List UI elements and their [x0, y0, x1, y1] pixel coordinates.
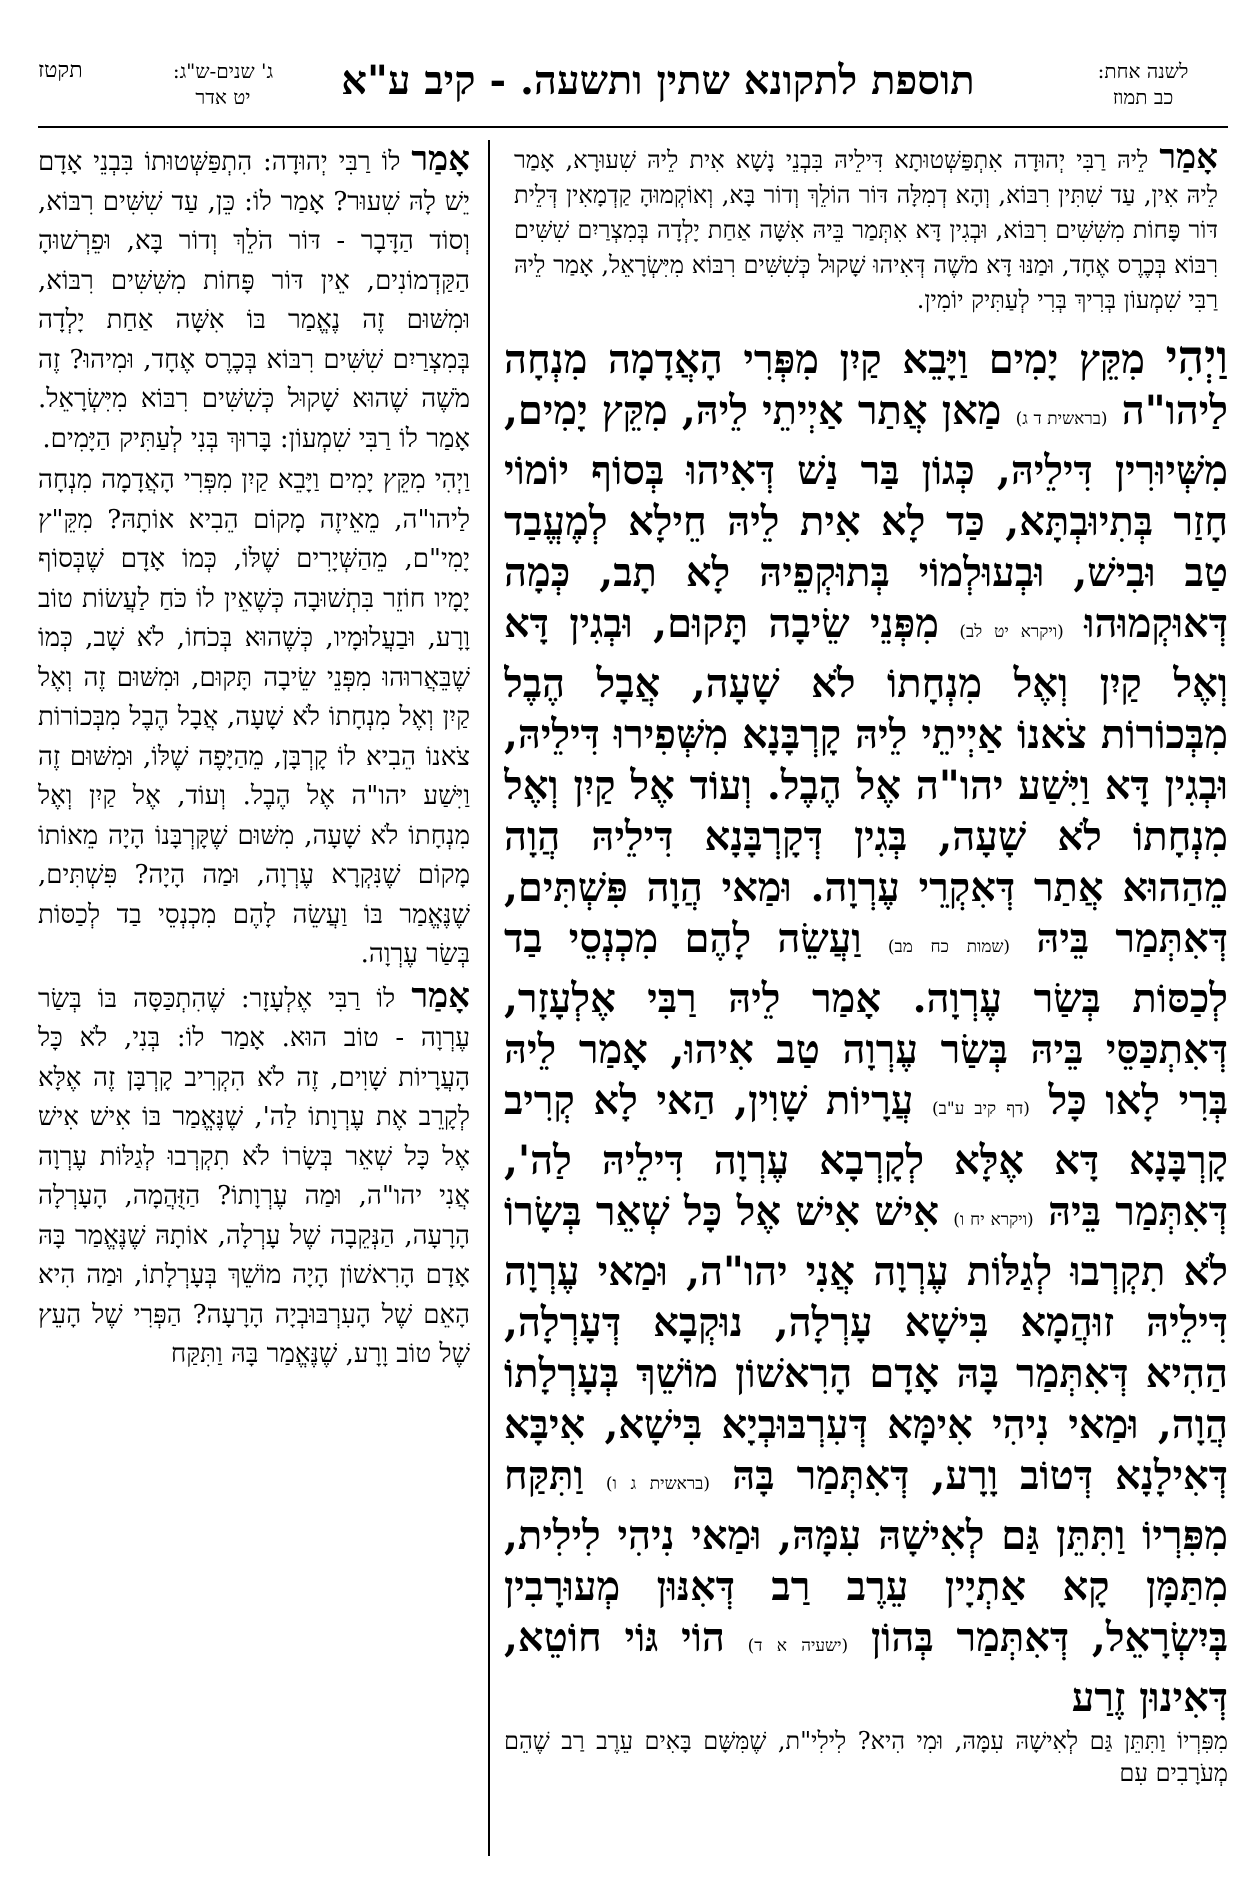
page-ref-4: (דף קיב ע"ב): [932, 1099, 1030, 1119]
main-text-6: אִישׁ אִישׁ אֶל כָּל שְׁאֵר בְּשָׂרוֹ לֹא תִקְרְבוּ לְגַלּוֹת עֶרְוָה אֲנִי יהו"ה, וּמַאי עֶרְוָה דִּילֵיהּ זוּהֲמָא בִּישָׁא עָרְלָה, נוּקְבָא דְּעָרְלָה, הַהִיא דְּאִתְּמַר בָּהּ אָדָם הָרִאשׁוֹן מוֹשֵׁךְ בְּעָרְלָתוֹ הֲוָה, וּמַאי נִיהִי אִימָּא דְּעִרְבּוּבְיָא בִּישָׁא, אִיבָּא דְּאִילָנָא דְּטוֹב וָרָע, דְּאִתְּמַר בָּהּ: [504, 1188, 1228, 1499]
intro-lead-word: אָמַר: [1159, 140, 1218, 177]
main-text-3: מִפְּנֵי שֵׂיבָה תָּקוּם, וּבְגִין דָּא וְאֶל קַיִן וְאֶל מִנְחָתוֹ לֹא שָׁעָה, אֲבָל הֶבֶל מִבְּכוֹרוֹת צֹאנוֹ אַיְיתֵי לֵיהּ קָרְבָּנָא מִשְּׁפִירוּ דִּילֵיהּ, וּבְגִין דָּא וַיִּשַׁע יהו"ה אֶל הֶבֶל. וְעוֹד אֶל קַיִן וְאֶל מִנְחָתוֹ לֹא שָׁעָה, בְּגִין דְּקָרְבָּנָא דִּילֵיהּ הֲוָה מֵהַהוּא אֲתַר דְּאִקְרֵי עֶרְוָה. וּמַאי הֲוָה פִּשְׁתִּים, דְּאִתְּמַר בֵּיהּ: [504, 600, 1228, 962]
main-column: [504, 140, 1228, 1856]
schedule-right: [1058, 58, 1228, 110]
main-lead-word: וַיְהִי: [1165, 330, 1228, 384]
p1-lead-word: אָמַר: [411, 140, 470, 179]
page: [38, 52, 1228, 1862]
schedule-right-line2: כב תמוז: [1112, 85, 1174, 109]
column-divider: [488, 140, 490, 1856]
p3-text: לוֹ רַבִּי אֶלְעָזָר: שֶׁהִתְכַּסָּה בּוֹ בְּשַׂר עֶרְוָה - טוֹב הוּא. אָמַר לוֹ: בְּנִי, לֹא כָּל הָעֲרָיוֹת שָׁוִים, זֶה לֹא הִקְרִיב קָרְבָּן זֶה אֶלָּא לְקָרֵב אֶת עֶרְוָתוֹ לַה', שֶׁנֶּאֱמַר בּוֹ אִישׁ אִישׁ אֶל כָּל שְׁאֵר בְּשָׂרוֹ לֹא תִקְרְבוּ לְגַלּוֹת עֶרְוָה אֲנִי יהו"ה, וּמַה עֶרְוָתוֹ? הַזֻּהֲמָה, הָעָרְלָה הָרָעָה, הַנְּקֵבָה שֶׁל עָרְלָה, אוֹתָהּ שֶׁנֶּאֱמַר בָּהּ אָדָם הָרִאשׁוֹן הָיָה מוֹשֵׁךְ בְּעָרְלָתוֹ, וּמַה הִיא הָאֵם שֶׁל הָעִרְבּוּבְיָה הָרָעָה? הַפְּרִי שֶׁל הָעֵץ שֶׁל טוֹב וָרָע, שֶׁנֶּאֱמַר בָּהּ וַתִּקַּח: [38, 983, 470, 1369]
main-text-5: עֲרָיוֹת שָׁוִין, הַאי לָא קְרִיב קָרְבָּנָא דָּא אֶלָּא לְקָרְבָא עֶרְוָה דִּילֵיהּ לַה', דְּאִתְּמַר בֵּיהּ: [504, 1077, 1228, 1235]
schedule-left: [128, 58, 318, 110]
main-text: [504, 332, 1228, 1723]
p1-text: לוֹ רַבִּי יְהוּדָה: הִתְפַּשְּׁטוּתוֹ בִּבְנֵי אָדָם יֵשׁ לָהּ שִׁעוּר? אָמַר לוֹ: כֵּן, עַד שִׁשִּׁים רִבּוֹא, וְסוֹד הַדָּבָר - דּוֹר הֹלֵךְ וְדוֹר בָּא, וּפֵרְשׁוּהָ הַקַּדְמוֹנִים, אֵין דּוֹר פָּחוֹת מִשִּׁשִּׁים רִבּוֹא, וּמִשּׁוּם זֶה נֶאֱמַר בּוֹ אִשָּׁה אַחַת יָלְדָה בְּמִצְרַיִם שִׁשִּׁים רִבּוֹא בְּכֶרֶס אֶחָד, וּמִיהוּ? זֶה מֹשֶׁה שֶׁהוּא שָׁקוּל כְּשִׁשִּׁים רִבּוֹא מִיִּשְׂרָאֵל. אָמַר לוֹ רַבִּי שִׁמְעוֹן: בָּרוּךְ בְּנִי לְעַתִּיק הַיָּמִים.: [38, 147, 470, 454]
page-header: [38, 52, 1228, 130]
main-text-1: מִקֵּץ יָמִים וַיָּבֵא קַיִן מִפְּרִי הָאֲדָמָה מִנְחָה לַיהו"ה: [504, 336, 1228, 434]
header-divider: [38, 126, 1228, 128]
verse-ref-2: (ויקרא יט לב): [959, 622, 1064, 642]
translation-paragraph-2: וַיְהִי מִקֵּץ יָמִים וַיָּבֵא קַיִן מִפְּרִי הָאֲדָמָה מִנְחָה לַיהו"ה, מֵאֵיזֶה מָקוֹם הֵבִיא אוֹתָהּ? מִקֵּ"ץ יָמִי"ם, מֵהַשְּׁיָרִים שֶׁלּוֹ, כְּמוֹ אָדָם שֶׁבְּסוֹף יָמָיו חוֹזֵר בִּתְשׁוּבָה כְּשֶׁאֵין לוֹ כֹּחַ לַעֲשׂוֹת טוֹב וָרָע, וּבַעֲלוּמָיו, כְּשֶׁהוּא בְּכֹחוֹ, לֹא שָׁב, כְּמוֹ שֶׁבֵּאֲרוּהוּ מִפְּנֵי שֵׂיבָה תָּקוּם, וּמִשּׁוּם זֶה וְאֶל קַיִן וְאֶל מִנְחָתוֹ לֹא שָׁעָה, אֲבָל הֶבֶל מִבְּכוֹרוֹת צֹאנוֹ הֵבִיא לוֹ קָרְבָּן, מֵהַיָּפֶה שֶׁלּוֹ, וּמִשּׁוּם זֶה וַיִּשַׁע יהו"ה אֶל הֶבֶל. וְעוֹד, אֶל קַיִן וְאֶל מִנְחָתוֹ לֹא שָׁעָה, מִשּׁוּם שֶׁקָּרְבָּנוֹ הָיָה מֵאוֹתוֹ מָקוֹם שֶׁנִּקְרָא עֶרְוָה, וּמַה הָיָה? פִּשְׁתִּים, שֶׁנֶּאֱמַר בּוֹ וַעֲשֵׂה לָהֶם מִכְנְסֵי בַד לְכַסּוֹת בְּשַׂר עֶרְוָה.: [38, 465, 470, 969]
schedule-left-line1: ג' שנים-ש"ג:: [172, 59, 274, 83]
p3-lead-word: אָמַר: [411, 975, 470, 1016]
verse-ref-7: (ישעיה א ד): [747, 1636, 849, 1656]
translation-continuation: מִפִּרְיוֹ וַתִּתֵּן גַּם לְאִישָׁהּ עִמָּהּ, וּמִי הִיא? לִילִי"ת, שֶׁמִּשָּׁם בָּאִים עֵרֶב רַב שֶׁהֵם מְעֹרָבִים עִם: [504, 1727, 1228, 1787]
schedule-left-line2: יט אדר: [195, 85, 251, 109]
translation-column: [38, 140, 470, 1856]
main-text-2: מַאן אֲתַר אַיְיתֵי לֵיהּ, מִקֵּץ יָמִים, מִשְּׁיוּרִין דִּילֵיהּ, כְּגוֹן בַּר נַשׁ דְּאִיהוּ בְּסוֹף יוֹמוֹי חָזַר בְּתִיוּבְתָּא, כַּד לָא אִית לֵיהּ חֵילָא לְמֶעֱבַד טַב וּבִישׁ, וּבְעוּלְמוֹי בְּתוּקְפֵיהּ לָא תָב, כְּמָה דְּאוּקְמוּהוּ: [504, 387, 1228, 647]
verse-ref-6: (בראשית ג ו): [605, 1474, 711, 1494]
verse-ref-5: (ויקרא יח ו): [953, 1210, 1034, 1230]
translation-paragraph-1: [38, 140, 470, 459]
page-title: תוספת לתקונא שתין ותשעה. - קיב ע"א: [341, 57, 975, 104]
verse-ref-1: (בראשית ד ג): [1015, 409, 1108, 429]
page-number-label: תקטז: [38, 58, 83, 83]
translation-paragraph-3: [38, 977, 470, 1375]
intro-text: לֵיהּ רַבִּי יְהוּדָה אִתְפַּשְּׁטוּתָא דִּילֵיהּ בִּבְנֵי נָשָׁא אִית לֵיהּ שִׁעוּרָא, אָמַר לֵיהּ אִין, עַד שִׁתִּין רִבּוֹא, וְהָא דְמִלָּה דּוֹר הוֹלֵךְ וְדוֹר בָּא, וְאוֹקְמוּהָ קַדְמָאִין דְּלֵית דּוֹר פָּחוֹת מִשִּׁשִּׁים רִבּוֹא, וּבְגִין דָּא אִתְּמַר בֵּיהּ אִשָּׁה אַחַת יָלְדָה בְּמִצְרַיִם שִׁשִּׁים רִבּוֹא בְּכֶרֶס אֶחָד, וּמַנּוּ דָּא מֹשֶׁה דְּאִיהוּ שָׁקוּל כְּשִׁשִּׁים רִבּוֹא מִיִּשְׂרָאֵל, אָמַר לֵיהּ רַבִּי שִׁמְעוֹן בְּרִיךְ בְּרִי לְעַתִּיק יוֹמִין.: [514, 146, 1219, 314]
schedule-right-line1: לשנה אחת:: [1097, 59, 1189, 83]
main-text-8: הוֹי גּוֹי חוֹטֵא, דְּאִינוּן זֶרַע: [504, 1614, 1228, 1721]
verse-ref-3: (שמות כח מב): [887, 937, 1011, 957]
main-text-4: וַעֲשֵׂה לָהֶם מִכְנְסֵי בַד לְכַסּוֹת בְּשַׂר עֶרְוָה. אָמַר לֵיהּ רַבִּי אֶלְעָזָר, דְּאִתְכַּסֵּי בֵּיהּ בְּשַׂר עֶרְוָה טַב אִיהוּ, אָמַר לֵיהּ בְּרִי לָאו כָּל: [504, 915, 1228, 1124]
aramaic-intro: [504, 140, 1228, 318]
main-text-7: וַתִּקַּח מִפִּרְיוֹ וַתִּתֵּן גַּם לְאִישָׁהּ עִמָּהּ, וּמַאי נִיהִי לִילִית, מִתַּמָּן קָא אַתְיָין עֵרֶב רַב דְּאִנּוּן מְעוּרָבִין בְּיִשְׂרָאֵל, דְּאִתְּמַר בְּהוֹן: [504, 1452, 1228, 1661]
